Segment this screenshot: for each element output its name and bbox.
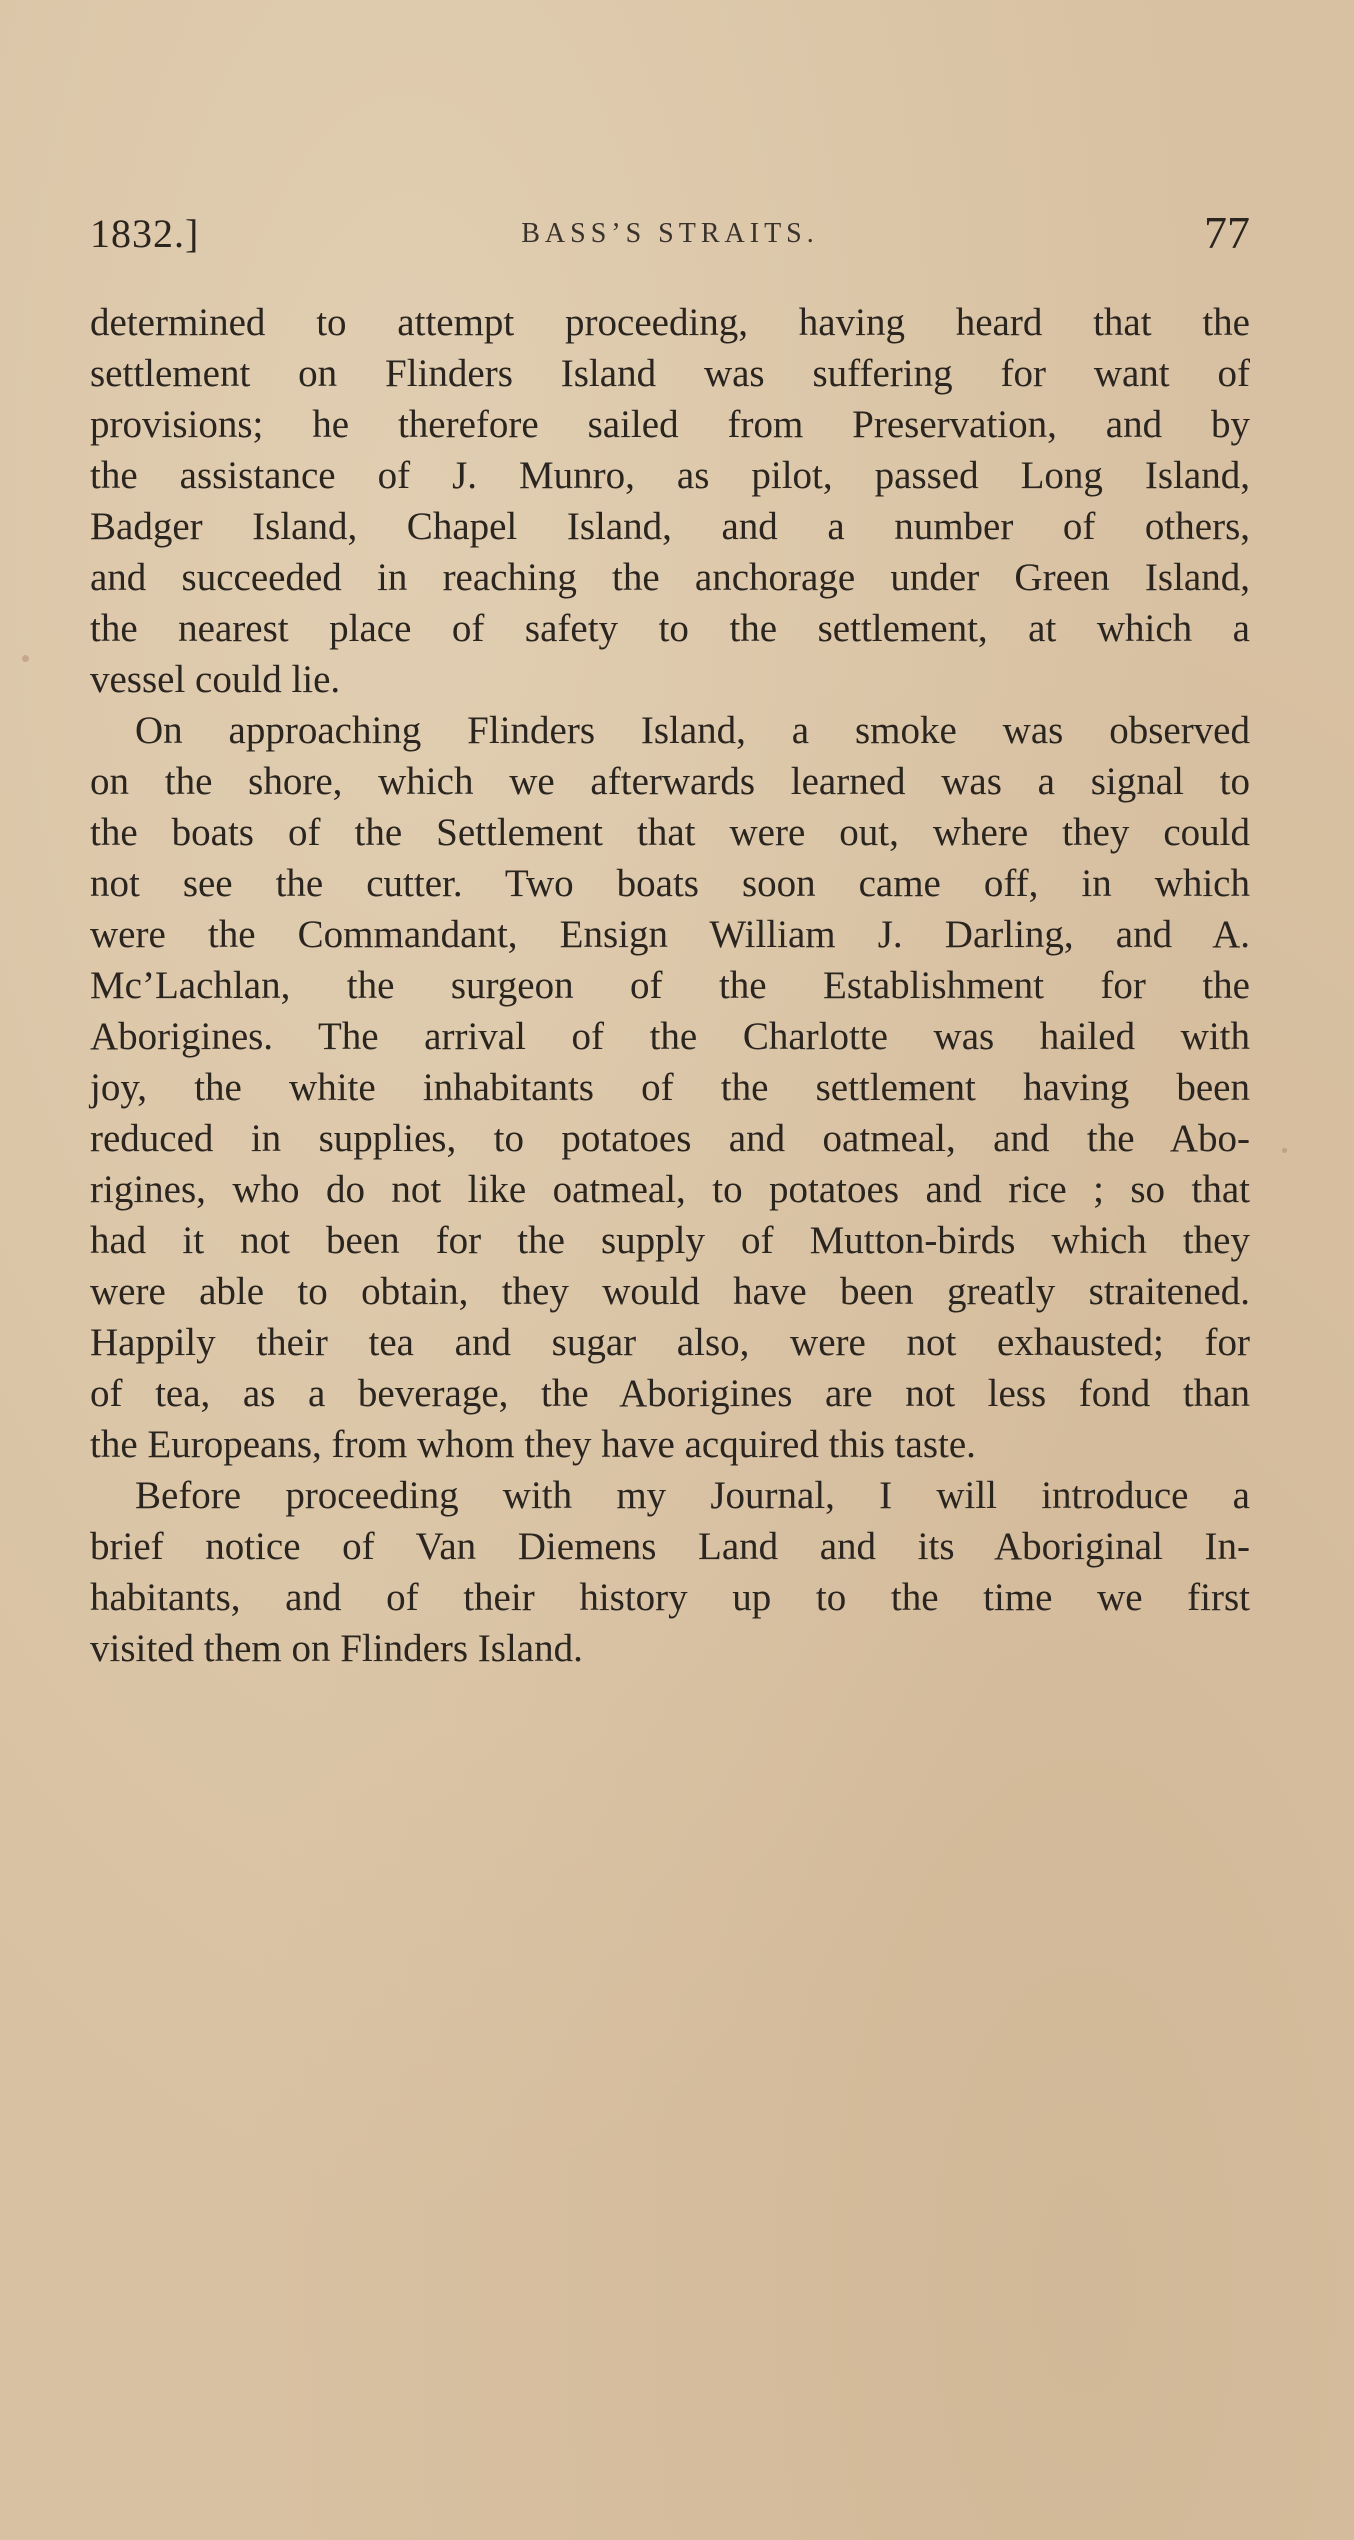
text-line: not see the cutter. Two boats soon came off, in which [90, 862, 1250, 905]
text-line: and succeeded in reaching the anchorage under Green Island, [90, 556, 1250, 599]
text-line: were able to obtain, they would have been greatly straitened. [90, 1270, 1250, 1313]
text-line: Badger Island, Chapel Island, and a number of others, [90, 505, 1250, 548]
text-line: Mc’Lachlan, the surgeon of the Establishment for the [90, 964, 1250, 1007]
text-line: visited them on Flinders Island. [90, 1627, 583, 1670]
text-line: on the shore, which we afterwards learned was a signal to [90, 760, 1250, 803]
text-line: brief notice of Van Diemens Land and its Aboriginal In- [90, 1525, 1250, 1568]
text-line: Happily their tea and sugar also, were not exhausted; for [90, 1321, 1250, 1364]
text-line: reduced in supplies, to potatoes and oatmeal, and the Abo- [90, 1117, 1250, 1160]
paper-speck [22, 655, 29, 662]
text-line: Before proceeding with my Journal, I will introduce a [135, 1474, 1250, 1517]
text-line: vessel could lie. [90, 658, 341, 701]
paragraph-2 [90, 705, 1250, 1470]
header-title: BASS’S STRAITS. [521, 218, 819, 249]
text-line: the Europeans, from whom they have acquired this taste. [90, 1423, 976, 1466]
text-line: habitants, and of their history up to the time we first [90, 1576, 1250, 1619]
text-line: provisions; he therefore sailed from Preservation, and by [90, 403, 1250, 446]
text-line: of tea, as a beverage, the Aborigines are not less fond than [90, 1372, 1250, 1415]
paper-speck [1282, 1148, 1287, 1153]
text-line: settlement on Flinders Island was suffering for want of [90, 352, 1250, 395]
paragraph-3 [90, 1470, 1250, 1674]
body-text [90, 297, 1250, 1674]
text-line: joy, the white inhabitants of the settlement having been [90, 1066, 1250, 1109]
text-line: the boats of the Settlement that were out, where they could [90, 811, 1250, 854]
running-head [90, 207, 1250, 270]
text-line: rigines, who do not like oatmeal, to potatoes and rice ; so that [90, 1168, 1250, 1211]
text-line: the assistance of J. Munro, as pilot, passed Long Island, [90, 454, 1250, 497]
text-line: On approaching Flinders Island, a smoke was observed [135, 709, 1250, 752]
text-line: the nearest place of safety to the settlement, at which a [90, 607, 1250, 650]
paragraph-1 [90, 297, 1250, 705]
text-line: determined to attempt proceeding, having heard that the [90, 301, 1250, 344]
page-number: 77 [1204, 207, 1250, 258]
header-year: 1832.] [90, 211, 200, 256]
text-line: Aborigines. The arrival of the Charlotte was hailed with [90, 1015, 1250, 1058]
text-line: were the Commandant, Ensign William J. Darling, and A. [90, 913, 1250, 956]
text-line: had it not been for the supply of Mutton-birds which they [90, 1219, 1250, 1262]
